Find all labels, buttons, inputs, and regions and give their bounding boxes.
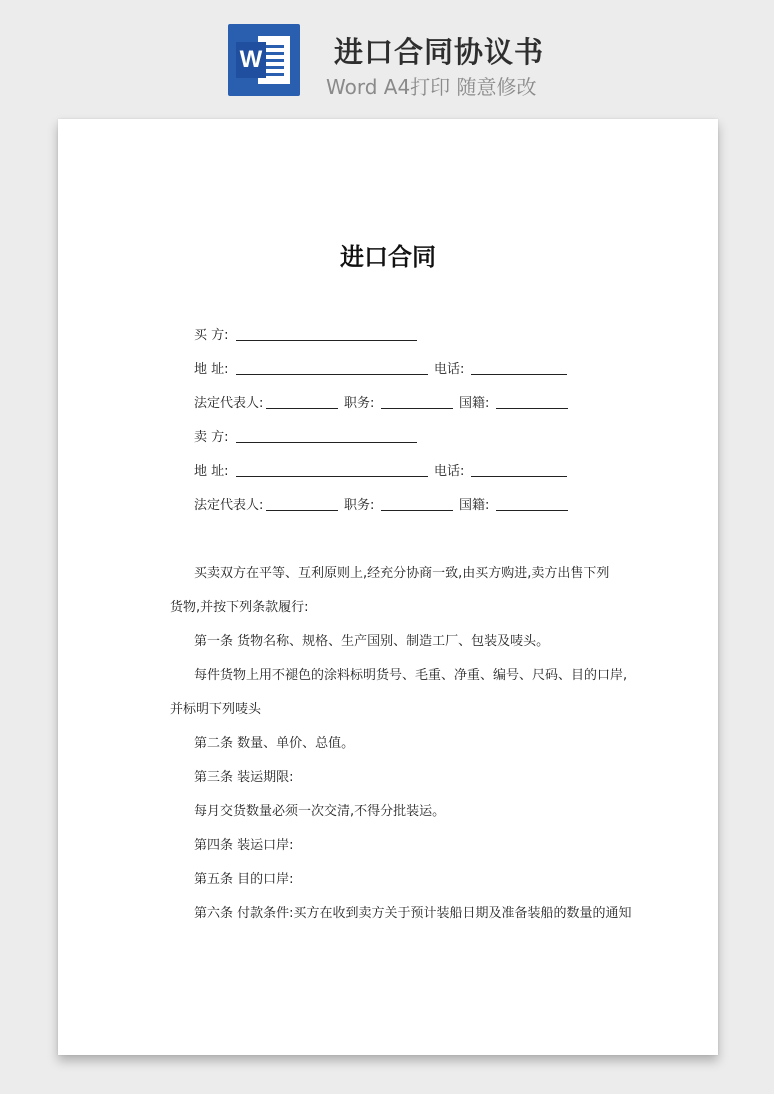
buyer-blank [236,340,417,341]
document-page [58,119,718,1055]
paragraph-intro-line1: 买卖双方在平等、互利原则上,经充分协商一致,由买方购进,卖方出售下列 [194,566,610,581]
page-header [0,0,774,110]
word-icon [228,24,300,96]
seller-nationality-blank [496,510,568,511]
article-1-detail-line2: 并标明下列唛头 [170,702,262,717]
buyer-address-blank [236,374,428,375]
header-title: 进口合同协议书 [334,35,545,69]
buyer-position-label: 职务: [344,396,375,411]
buyer-nationality-label: 国籍: [459,396,490,411]
buyer-rep-blank [266,408,338,409]
seller-address-label: 地 址: [194,464,229,479]
seller-address-blank [236,476,428,477]
seller-label: 卖 方: [194,430,229,445]
buyer-phone-blank [471,374,567,375]
document-title: 进口合同 [340,243,436,271]
article-1: 第一条 货物名称、规格、生产国别、制造工厂、包装及唛头。 [194,634,550,649]
seller-rep-label: 法定代表人: [194,498,264,513]
seller-rep-blank [266,510,338,511]
article-3: 第三条 装运期限: [194,770,294,785]
seller-phone-label: 电话: [434,464,465,479]
paragraph-intro-line2: 货物,并按下列条款履行: [170,600,309,615]
buyer-label: 买 方: [194,328,229,343]
article-4: 第四条 装运口岸: [194,838,294,853]
article-2: 第二条 数量、单价、总值。 [194,736,355,751]
buyer-nationality-blank [496,408,568,409]
word-icon-letter: W [236,42,266,78]
seller-phone-blank [471,476,567,477]
seller-blank [236,442,417,443]
header-subtitle: Word A4打印 随意修改 [326,75,537,99]
seller-nationality-label: 国籍: [459,498,490,513]
article-5: 第五条 目的口岸: [194,872,294,887]
buyer-rep-label: 法定代表人: [194,396,264,411]
article-3-detail: 每月交货数量必须一次交清,不得分批装运。 [194,804,446,819]
buyer-position-blank [381,408,453,409]
seller-position-blank [381,510,453,511]
article-6: 第六条 付款条件:买方在收到卖方关于预计装船日期及准备装船的数量的通知 [194,906,632,921]
buyer-address-label: 地 址: [194,362,229,377]
article-1-detail-line1: 每件货物上用不褪色的涂料标明货号、毛重、净重、编号、尺码、目的口岸, [194,668,628,683]
buyer-phone-label: 电话: [434,362,465,377]
seller-position-label: 职务: [344,498,375,513]
